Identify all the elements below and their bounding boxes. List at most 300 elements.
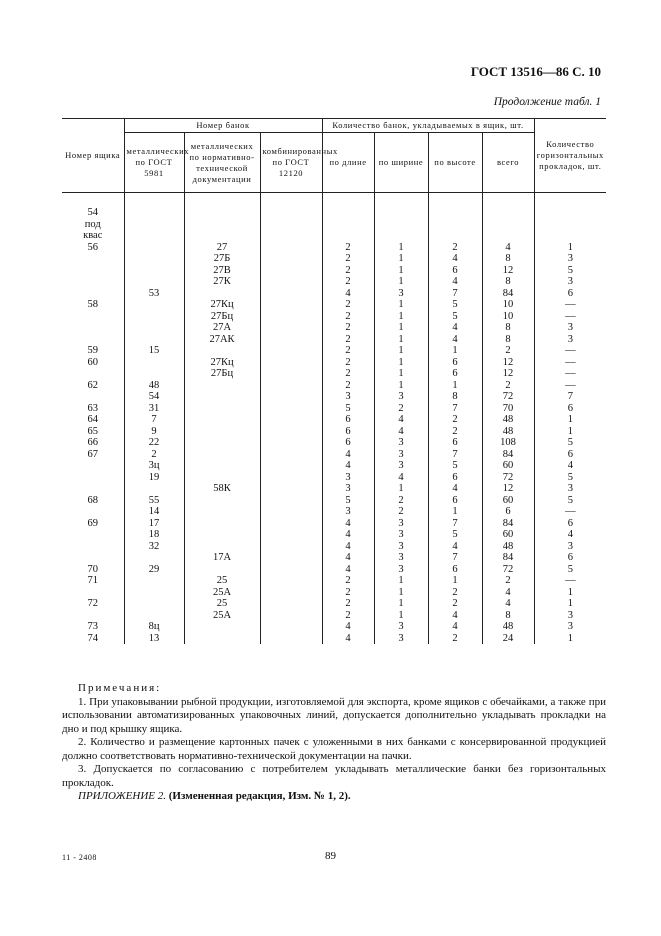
- cell-by-width: 1: [374, 380, 428, 392]
- cell-by-height: 7: [428, 288, 482, 300]
- cell-by-height: 5: [428, 311, 482, 323]
- cell-combined: [260, 575, 322, 587]
- cell-metal-gost: [124, 207, 184, 219]
- cell-box-number: [62, 506, 124, 518]
- cell-total: 2: [482, 345, 534, 357]
- cell-metal-gost: [124, 368, 184, 380]
- cell-total: 12: [482, 368, 534, 380]
- cell-box-number: 54: [87, 207, 98, 218]
- cell-box-number: [62, 483, 124, 495]
- cell-horizontal-pads: 1: [534, 633, 606, 645]
- cell-metal-ntd: 27Кц: [184, 299, 260, 311]
- cell-combined: [260, 437, 322, 449]
- cell-combined: [260, 529, 322, 541]
- cell-combined: [260, 219, 322, 231]
- cell-by-width: [374, 207, 428, 219]
- header-by-height: по высоте: [428, 133, 482, 193]
- cell-horizontal-pads: 3: [534, 610, 606, 622]
- cell-box-number: [62, 587, 124, 599]
- cell-horizontal-pads: 6: [534, 518, 606, 530]
- header-metal-ntd: металлических по нормативно-технической документации: [184, 133, 260, 193]
- cell-horizontal-pads: 3: [534, 541, 606, 553]
- table-row: [62, 621, 606, 633]
- cell-combined: [260, 495, 322, 507]
- cell-by-width: 3: [374, 518, 428, 530]
- cell-metal-ntd: [184, 633, 260, 645]
- cell-by-height: 1: [428, 380, 482, 392]
- cell-combined: [260, 357, 322, 369]
- table-row: [62, 219, 606, 231]
- table-row: [62, 322, 606, 334]
- cell-by-height: 6: [428, 495, 482, 507]
- table-row: [62, 633, 606, 645]
- cell-box-number: 70: [87, 563, 98, 575]
- data-table: [62, 118, 606, 644]
- cell-metal-ntd: [184, 391, 260, 403]
- cell-by-height: [428, 230, 482, 242]
- cell-by-length: 2: [322, 242, 374, 254]
- cell-by-height: 6: [428, 265, 482, 277]
- cell-metal-gost: 3ц: [124, 460, 184, 472]
- cell-by-length: 5: [322, 403, 374, 415]
- cell-by-height: 2: [428, 633, 482, 645]
- cell-by-length: 2: [322, 265, 374, 277]
- header-box-number: Номер ящика: [62, 119, 124, 193]
- cell-by-width: 1: [374, 587, 428, 599]
- cell-by-length: 2: [322, 311, 374, 323]
- cell-by-height: 2: [428, 587, 482, 599]
- cell-by-height: [428, 219, 482, 231]
- cell-by-length: 2: [322, 587, 374, 599]
- cell-combined: [260, 253, 322, 265]
- notes-title: Примечания:: [78, 682, 162, 694]
- cell-total: 84: [482, 518, 534, 530]
- table-row: [62, 253, 606, 265]
- cell-metal-ntd: 27К: [184, 276, 260, 288]
- cell-combined: [260, 610, 322, 622]
- cell-by-length: 6: [322, 414, 374, 426]
- table-row: [62, 506, 606, 518]
- cell-horizontal-pads: 4: [534, 460, 606, 472]
- cell-combined: [260, 276, 322, 288]
- cell-by-length: 2: [322, 368, 374, 380]
- cell-by-length: 6: [322, 426, 374, 438]
- cell-metal-gost: [124, 334, 184, 346]
- cell-combined: [260, 621, 322, 633]
- cell-by-length: 4: [322, 288, 374, 300]
- cell-metal-gost: [124, 299, 184, 311]
- cell-by-width: 3: [374, 541, 428, 553]
- table-row: [62, 426, 606, 438]
- cell-metal-gost: [124, 357, 184, 369]
- cell-by-length: 4: [322, 564, 374, 576]
- table-row: [62, 345, 606, 357]
- cell-by-width: 3: [374, 391, 428, 403]
- cell-combined: [260, 242, 322, 254]
- cell-horizontal-pads: 3: [534, 334, 606, 346]
- cell-by-length: 3: [322, 472, 374, 484]
- cell-by-length: 4: [322, 449, 374, 461]
- cell-horizontal-pads: 5: [534, 265, 606, 277]
- cell-total: 48: [482, 414, 534, 426]
- cell-by-width: 1: [374, 345, 428, 357]
- cell-by-height: 4: [428, 253, 482, 265]
- cell-combined: [260, 403, 322, 415]
- cell-horizontal-pads: [534, 219, 606, 231]
- cell-by-height: 4: [428, 541, 482, 553]
- cell-combined: [260, 552, 322, 564]
- table-row: [62, 276, 606, 288]
- cell-metal-ntd: 27Бц: [184, 311, 260, 323]
- header-quantity: Количество банок, укладываемых в ящик, шт.: [322, 119, 534, 133]
- header-metal-gost: металлических по ГОСТ 5981: [124, 133, 184, 193]
- cell-by-length: [322, 207, 374, 219]
- cell-by-length: 2: [322, 575, 374, 587]
- cell-by-width: [374, 230, 428, 242]
- cell-by-width: 1: [374, 242, 428, 254]
- cell-by-height: 1: [428, 506, 482, 518]
- cell-box-number: 69: [87, 517, 98, 529]
- cell-by-length: 2: [322, 334, 374, 346]
- cell-metal-ntd: [184, 621, 260, 633]
- table-row: [62, 368, 606, 380]
- cell-total: 4: [482, 598, 534, 610]
- table-row: [62, 311, 606, 323]
- cell-metal-ntd: [184, 219, 260, 231]
- cell-metal-ntd: 25: [184, 598, 260, 610]
- cell-box-number: 63: [87, 402, 98, 414]
- cell-box-number: [62, 265, 124, 277]
- cell-horizontal-pads: 1: [534, 587, 606, 599]
- cell-by-height: 2: [428, 598, 482, 610]
- cell-total: 2: [482, 575, 534, 587]
- cell-by-height: 4: [428, 276, 482, 288]
- cell-metal-gost: [124, 610, 184, 622]
- header-horizontal-pads: Количество горизонтальных прокладок, шт.: [534, 119, 606, 193]
- table-row: [62, 598, 606, 610]
- cell-metal-ntd: 27В: [184, 265, 260, 277]
- cell-by-height: 1: [428, 345, 482, 357]
- cell-by-length: 4: [322, 460, 374, 472]
- cell-horizontal-pads: 3: [534, 276, 606, 288]
- cell-metal-ntd: 27А: [184, 322, 260, 334]
- cell-metal-gost: 8ц: [124, 621, 184, 633]
- cell-by-height: 4: [428, 334, 482, 346]
- cell-total: 70: [482, 403, 534, 415]
- cell-horizontal-pads: [534, 207, 606, 219]
- cell-by-height: 6: [428, 472, 482, 484]
- table-row: [62, 449, 606, 461]
- cell-metal-ntd: [184, 541, 260, 553]
- print-code: 11 - 2408: [62, 853, 97, 862]
- cell-combined: [260, 472, 322, 484]
- cell-metal-ntd: [184, 414, 260, 426]
- table-row: [62, 575, 606, 587]
- cell-metal-ntd: [184, 460, 260, 472]
- cell-by-height: 5: [428, 460, 482, 472]
- cell-by-height: 6: [428, 357, 482, 369]
- cell-metal-gost: 55: [124, 495, 184, 507]
- cell-combined: [260, 380, 322, 392]
- table-row: [62, 230, 606, 242]
- cell-box-number: 68: [87, 494, 98, 506]
- cell-metal-gost: [124, 322, 184, 334]
- appendix-label: ПРИЛОЖЕНИЕ 2.: [78, 790, 166, 802]
- cell-box-number: 71: [87, 575, 98, 586]
- table-row: [62, 357, 606, 369]
- cell-by-width: 3: [374, 449, 428, 461]
- cell-by-height: 5: [428, 299, 482, 311]
- cell-box-number: [62, 334, 124, 346]
- table-row: [62, 460, 606, 472]
- cell-metal-gost: [124, 253, 184, 265]
- cell-metal-gost: [124, 219, 184, 231]
- cell-horizontal-pads: 3: [534, 322, 606, 334]
- cell-box-number: [62, 253, 124, 265]
- cell-by-width: 1: [374, 253, 428, 265]
- cell-total: 8: [482, 610, 534, 622]
- table-row: [62, 299, 606, 311]
- cell-horizontal-pads: 1: [534, 242, 606, 254]
- table-row: [62, 265, 606, 277]
- cell-metal-gost: [124, 575, 184, 587]
- table-row: [62, 437, 606, 449]
- table-row: [62, 483, 606, 495]
- cell-by-width: 1: [374, 368, 428, 380]
- cell-total: 60: [482, 495, 534, 507]
- cell-by-height: [428, 207, 482, 219]
- cell-metal-ntd: [184, 518, 260, 530]
- cell-box-number: 60: [87, 356, 98, 368]
- cell-horizontal-pads: 3: [534, 253, 606, 265]
- cell-box-number: под: [84, 218, 101, 230]
- cell-horizontal-pads: —: [534, 357, 606, 369]
- cell-box-number: 56: [87, 241, 98, 253]
- cell-metal-ntd: [184, 426, 260, 438]
- appendix-note: [62, 790, 606, 804]
- cell-horizontal-pads: 5: [534, 472, 606, 484]
- cell-metal-ntd: 25: [184, 575, 260, 587]
- cell-metal-gost: 13: [124, 633, 184, 645]
- cell-horizontal-pads: 7: [534, 391, 606, 403]
- cell-total: 84: [482, 552, 534, 564]
- cell-by-length: 4: [322, 518, 374, 530]
- cell-metal-gost: [124, 552, 184, 564]
- cell-metal-ntd: [184, 506, 260, 518]
- cell-total: 4: [482, 242, 534, 254]
- cell-box-number: [62, 311, 124, 323]
- cell-total: 8: [482, 322, 534, 334]
- cell-total: 6: [482, 506, 534, 518]
- cell-by-width: 3: [374, 529, 428, 541]
- cell-box-number: 59: [87, 345, 98, 356]
- cell-by-width: 3: [374, 564, 428, 576]
- cell-total: 48: [482, 541, 534, 553]
- cell-by-width: 1: [374, 276, 428, 288]
- cell-by-width: 3: [374, 633, 428, 645]
- cell-horizontal-pads: 6: [534, 552, 606, 564]
- cell-combined: [260, 633, 322, 645]
- cell-total: 8: [482, 334, 534, 346]
- cell-total: 84: [482, 288, 534, 300]
- cell-by-length: 2: [322, 380, 374, 392]
- table-spacer-row: [62, 193, 606, 208]
- cell-horizontal-pads: 5: [534, 437, 606, 449]
- cell-by-width: 3: [374, 288, 428, 300]
- header-can-number: Номер банок: [124, 119, 322, 133]
- cell-metal-ntd: 27: [184, 242, 260, 254]
- cell-metal-ntd: 17А: [184, 552, 260, 564]
- cell-combined: [260, 414, 322, 426]
- cell-by-width: 4: [374, 426, 428, 438]
- cell-combined: [260, 288, 322, 300]
- header-by-length: по длине: [322, 133, 374, 193]
- cell-by-width: 4: [374, 414, 428, 426]
- cell-metal-gost: 53: [124, 288, 184, 300]
- cell-combined: [260, 334, 322, 346]
- cell-total: 24: [482, 633, 534, 645]
- cell-box-number: [62, 472, 124, 484]
- table-row: [62, 207, 606, 219]
- cell-horizontal-pads: —: [534, 345, 606, 357]
- cell-metal-ntd: 27АК: [184, 334, 260, 346]
- cell-metal-gost: 32: [124, 541, 184, 553]
- cell-metal-gost: [124, 311, 184, 323]
- cell-combined: [260, 587, 322, 599]
- cell-by-length: 4: [322, 529, 374, 541]
- cell-by-height: 6: [428, 564, 482, 576]
- cell-combined: [260, 541, 322, 553]
- cell-metal-gost: [124, 598, 184, 610]
- cell-horizontal-pads: —: [534, 380, 606, 392]
- table-row: [62, 552, 606, 564]
- cell-by-height: 2: [428, 426, 482, 438]
- cell-box-number: [62, 460, 124, 472]
- cell-box-number: [62, 368, 124, 380]
- cell-combined: [260, 483, 322, 495]
- cell-metal-gost: [124, 242, 184, 254]
- cell-horizontal-pads: 1: [534, 414, 606, 426]
- cell-combined: [260, 391, 322, 403]
- cell-by-width: 3: [374, 437, 428, 449]
- cell-total: 60: [482, 529, 534, 541]
- cell-by-width: 2: [374, 495, 428, 507]
- cell-box-number: [62, 541, 124, 553]
- cell-metal-ntd: [184, 380, 260, 392]
- table-row: [62, 334, 606, 346]
- cell-by-height: 1: [428, 575, 482, 587]
- table-continuation-label: Продолжение табл. 1: [493, 96, 601, 108]
- cell-combined: [260, 368, 322, 380]
- cell-metal-gost: 7: [124, 414, 184, 426]
- cell-metal-gost: 29: [124, 564, 184, 576]
- cell-combined: [260, 322, 322, 334]
- cell-by-length: 6: [322, 437, 374, 449]
- cell-by-width: 1: [374, 334, 428, 346]
- cell-by-width: 1: [374, 483, 428, 495]
- cell-by-height: 7: [428, 552, 482, 564]
- table-row: [62, 403, 606, 415]
- cell-by-length: 2: [322, 345, 374, 357]
- cell-metal-ntd: [184, 564, 260, 576]
- cell-by-width: 3: [374, 621, 428, 633]
- cell-by-width: 1: [374, 598, 428, 610]
- cell-total: 72: [482, 472, 534, 484]
- cell-by-width: 1: [374, 357, 428, 369]
- packing-table: [62, 118, 606, 644]
- cell-box-number: [62, 276, 124, 288]
- cell-by-height: 4: [428, 610, 482, 622]
- note-item: 3. Допускается по согласованию с потребителем укладывать металлические банки без горизонтальных прокладок.: [62, 763, 606, 789]
- table-row: [62, 391, 606, 403]
- table-row: [62, 472, 606, 484]
- cell-by-height: 4: [428, 621, 482, 633]
- cell-horizontal-pads: 3: [534, 621, 606, 633]
- cell-total: 12: [482, 265, 534, 277]
- cell-by-length: 3: [322, 483, 374, 495]
- cell-by-width: 1: [374, 610, 428, 622]
- cell-horizontal-pads: 5: [534, 495, 606, 507]
- cell-total: 48: [482, 621, 534, 633]
- cell-combined: [260, 506, 322, 518]
- cell-by-length: 2: [322, 610, 374, 622]
- header-by-width: по ширине: [374, 133, 428, 193]
- cell-by-height: 2: [428, 242, 482, 254]
- cell-by-height: 5: [428, 529, 482, 541]
- cell-combined: [260, 345, 322, 357]
- table-row: [62, 414, 606, 426]
- cell-total: 72: [482, 564, 534, 576]
- cell-metal-ntd: [184, 230, 260, 242]
- table-row: [62, 242, 606, 254]
- cell-metal-gost: [124, 265, 184, 277]
- cell-metal-gost: 15: [124, 345, 184, 357]
- cell-by-length: 3: [322, 391, 374, 403]
- cell-total: 72: [482, 391, 534, 403]
- cell-horizontal-pads: 6: [534, 403, 606, 415]
- cell-metal-ntd: [184, 437, 260, 449]
- cell-by-height: 4: [428, 483, 482, 495]
- cell-horizontal-pads: —: [534, 506, 606, 518]
- cell-box-number: 73: [87, 621, 98, 632]
- cell-combined: [260, 265, 322, 277]
- table-row: [62, 288, 606, 300]
- cell-combined: [260, 449, 322, 461]
- table-row: [62, 610, 606, 622]
- table-row: [62, 541, 606, 553]
- table-row: [62, 518, 606, 530]
- table-row: [62, 564, 606, 576]
- cell-total: [482, 219, 534, 231]
- cell-horizontal-pads: 1: [534, 426, 606, 438]
- cell-metal-ntd: [184, 472, 260, 484]
- cell-combined: [260, 311, 322, 323]
- cell-by-length: 4: [322, 541, 374, 553]
- cell-box-number: 65: [87, 425, 98, 437]
- cell-box-number: квас: [83, 230, 103, 241]
- cell-by-length: 3: [322, 506, 374, 518]
- cell-metal-ntd: [184, 403, 260, 415]
- cell-metal-ntd: 27Бц: [184, 368, 260, 380]
- cell-box-number: [62, 552, 124, 564]
- cell-box-number: [62, 322, 124, 334]
- cell-metal-ntd: 25А: [184, 587, 260, 599]
- cell-metal-ntd: 27Б: [184, 253, 260, 265]
- cell-combined: [260, 598, 322, 610]
- cell-horizontal-pads: 4: [534, 529, 606, 541]
- cell-box-number: 67: [87, 448, 98, 460]
- note-item: 2. Количество и размещение картонных пачек с уложенными в них банками с консервированной продукцией должно соответствовать нормативно-технической документации на пачки.: [62, 736, 606, 762]
